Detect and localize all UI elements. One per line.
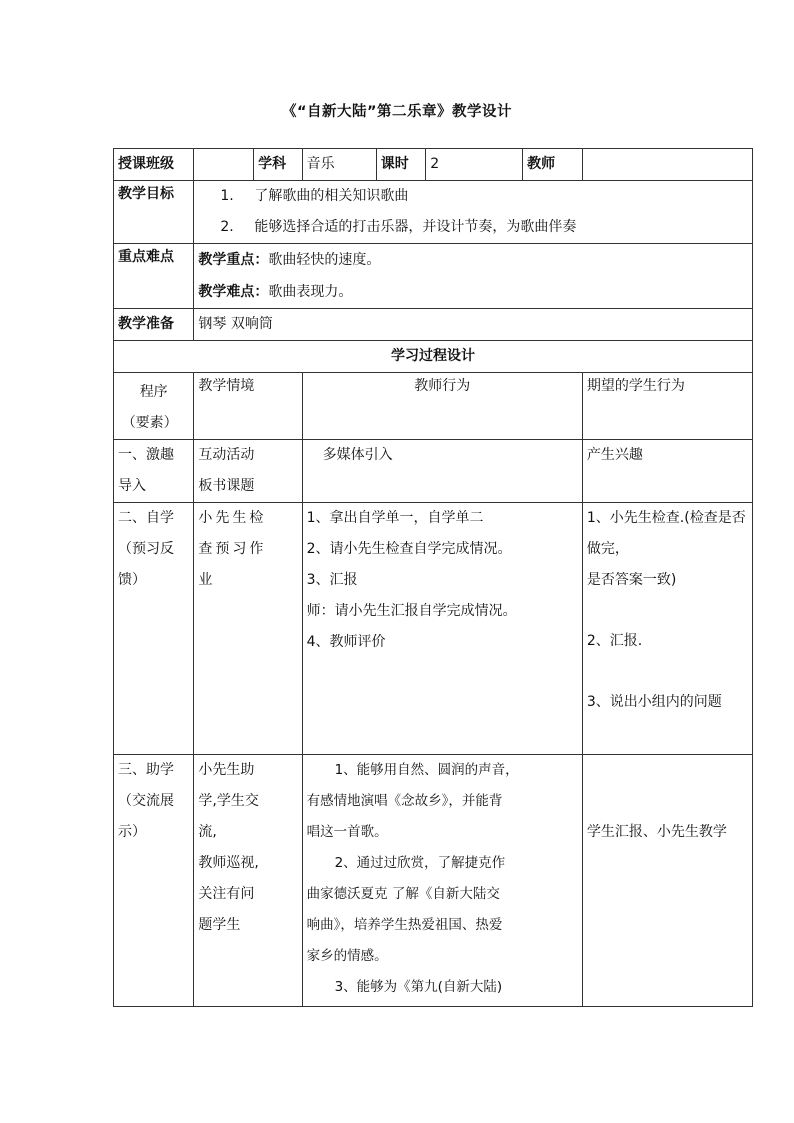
situation-cell: 小先生检 查预习作 业: [194, 503, 302, 755]
lesson-plan-table: [113, 148, 753, 1007]
table-row: [114, 503, 753, 755]
subject-value: 音乐: [302, 149, 376, 181]
teacher-cell: 1、拿出自学单一，自学单二 2、请小先生检查自学完成情况。 3、汇报 师：请小先生汇报自学完成情况。 4、教师评价: [302, 503, 582, 755]
key-points-content: [194, 244, 753, 309]
column-header-row: [114, 373, 753, 440]
col-situation-header: 教学情境: [194, 373, 302, 440]
key-point-line: 教学重点：歌曲轻快的速度。: [198, 252, 381, 268]
table-row: [114, 440, 753, 503]
situation-cell: 互动活动 板书课题: [194, 440, 302, 503]
process-title-row: [114, 341, 753, 373]
class-label: 授课班级: [114, 149, 194, 181]
class-value: [194, 149, 254, 181]
student-cell: 学生汇报、小先生教学: [582, 755, 752, 1007]
goal-item: 2. 能够选择合适的打击乐器，并设计节奏，为歌曲伴奏: [220, 219, 577, 235]
subject-label: 学科: [254, 149, 302, 181]
step-cell: 三、助学 （交流展 示）: [114, 755, 194, 1007]
prep-text: 钢琴 双响筒: [194, 309, 753, 341]
goals-list: [194, 181, 753, 244]
goal-item: 1. 了解歌曲的相关知识歌曲: [220, 188, 409, 204]
table-row: [114, 755, 753, 1007]
step-cell: 二、自学 （预习反 馈）: [114, 503, 194, 755]
header-row: [114, 149, 753, 181]
goals-label: 教学目标: [114, 181, 194, 244]
key-points-row: [114, 244, 753, 309]
student-cell: 产生兴趣: [582, 440, 752, 503]
period-label: 课时: [376, 149, 425, 181]
process-title: 学习过程设计: [114, 341, 753, 373]
col-teacher-header: 教师行为: [302, 373, 582, 440]
teacher-cell: 多媒体引入: [302, 440, 582, 503]
goals-row: [114, 181, 753, 244]
period-value: 2: [426, 149, 523, 181]
prep-row: [114, 309, 753, 341]
student-cell: 1、小先生检查.(检查是否做完， 是否答案一致) 2、汇报. 3、说出小组内的问题: [582, 503, 752, 755]
teacher-cell: 1、能够用自然、圆润的声音， 有感情地演唱《念故乡》，并能背 唱这一首歌。 2、通过过欣赏，了解捷克作 曲家德沃夏克 了解《自新大陆交 响曲》，培养学生热爱祖国、热爱 家乡的情感。 3、能够为《第九(自新大陆): [302, 755, 582, 1007]
step-cell: 一、激趣 导入: [114, 440, 194, 503]
situation-cell: 小先生助 学,学生交 流, 教师巡视, 关注有问 题学生: [194, 755, 302, 1007]
key-points-label: 重点难点: [114, 244, 194, 309]
teacher-label: 教师: [523, 149, 583, 181]
teacher-value: [582, 149, 752, 181]
col-student-header: 期望的学生行为: [582, 373, 752, 440]
difficulty-line: 教学难点：歌曲表现力。: [198, 284, 353, 300]
prep-label: 教学准备: [114, 309, 194, 341]
document-title: 《“自新大陆”第二乐章》教学设计: [281, 104, 513, 120]
col-step-header: 程序 （要素）: [114, 373, 194, 440]
